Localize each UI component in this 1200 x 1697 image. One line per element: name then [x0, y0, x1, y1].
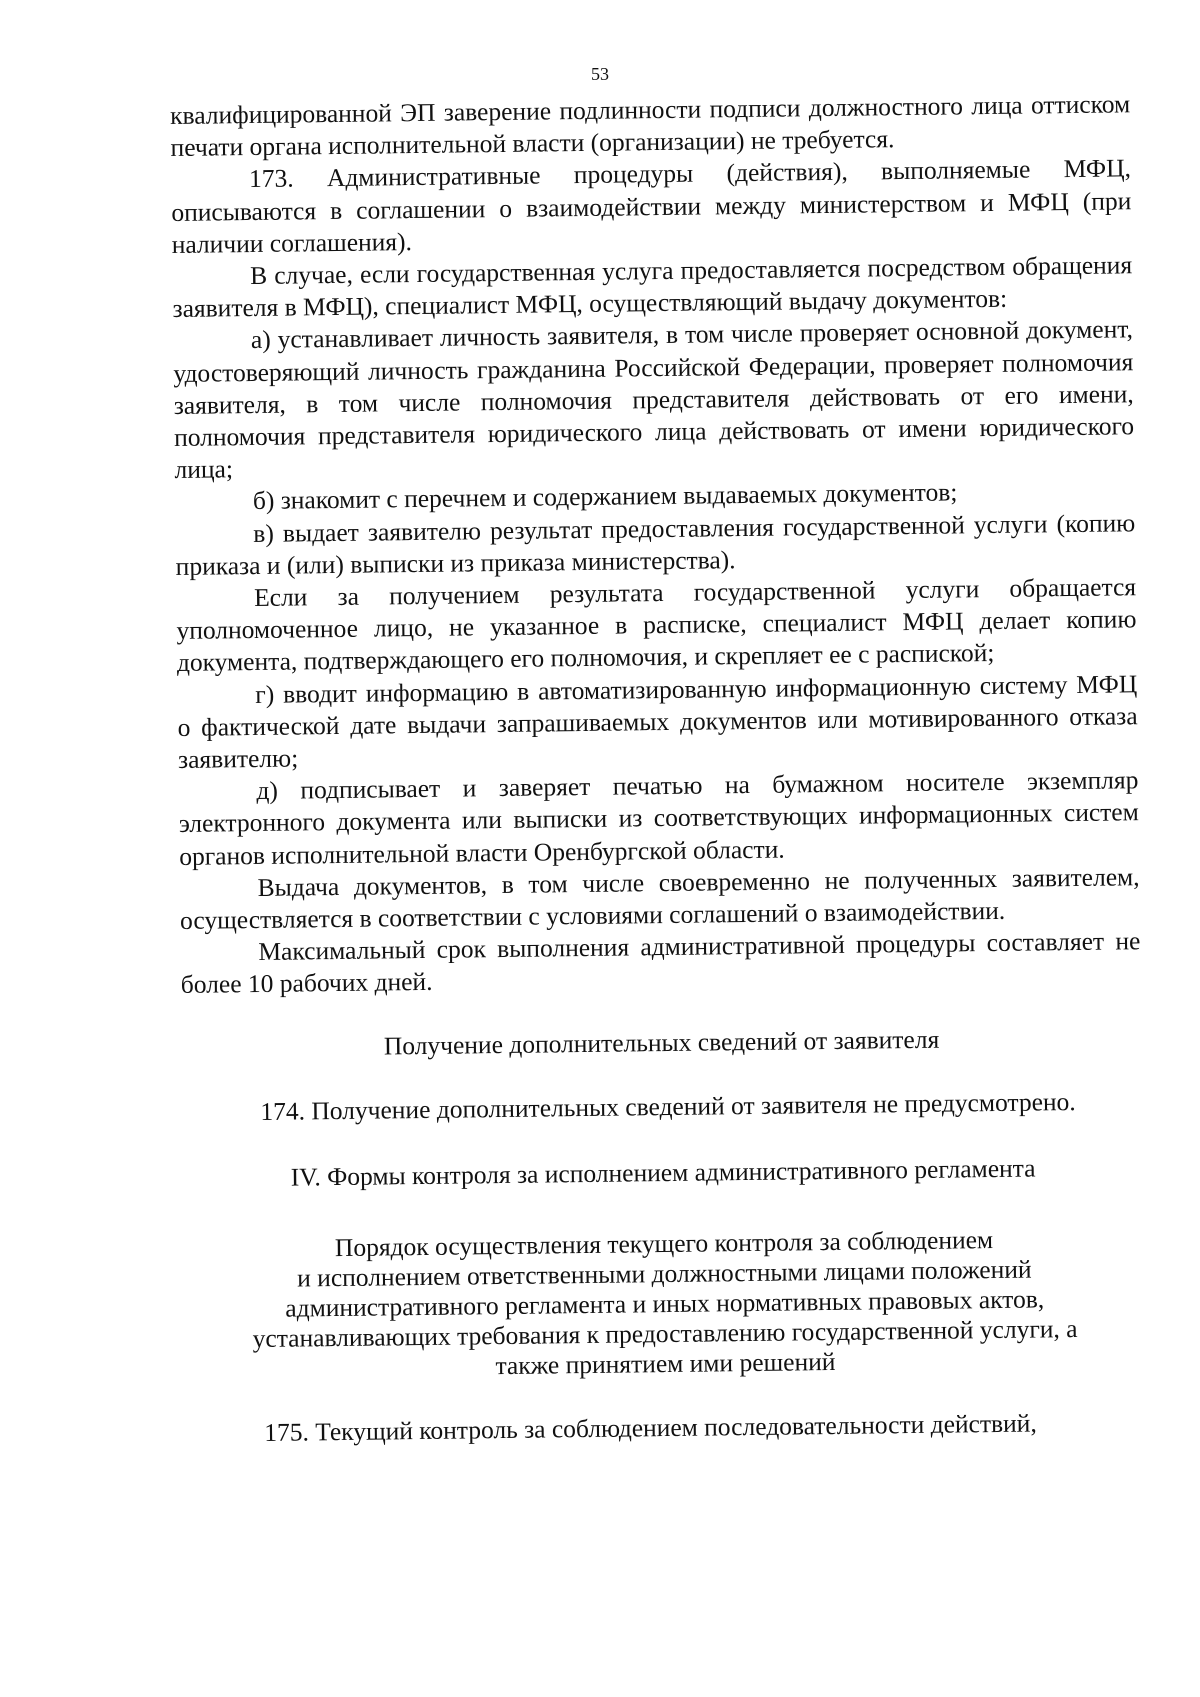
control-heading	[184, 1223, 1146, 1385]
list-item-d: д) подписывает и заверяет печатью на бумажном носителе экземпляр электронного документа или выписки из соответствующих информационных систем органов исполнительной власти Оренбургской области.	[178, 765, 1139, 871]
paragraph-authorized-person: Если за получением результата государственной услуги обращается уполномоченное лицо, не указанное в расписке, специалист МФЦ делает копию документа, подтверждающего его полномочия, и скрепляет ее с распиской;	[176, 572, 1137, 678]
control-heading-line: устанавливающих требования к предоставлению государственной услуги, а	[252, 1314, 1078, 1354]
paragraph-174: 174. Получение дополнительных сведений от заявителя не предусмотрено.	[260, 1086, 1076, 1126]
heading-additional-info: Получение дополнительных сведений от заявителя	[383, 1024, 940, 1061]
list-item-v: в) выдает заявителю результат предоставления государственной услуги (копию приказа и (или) выписки из приказа министерства).	[175, 507, 1136, 581]
control-heading-line: Порядок осуществления текущего контроля за соблюдением	[334, 1225, 994, 1263]
list-item-b: б) знакомит с перечнем и содержанием выдаваемых документов;	[252, 477, 958, 516]
list-item-g: г) вводит информацию в автоматизированную информационную систему МФЦ о фактической дате выдачи запрашиваемых документов или мотивированного отказа заявителю;	[177, 668, 1138, 775]
section-iv-heading: IV. Формы контроля за исполнением административного регламента	[290, 1153, 1036, 1192]
control-heading-line: также принятием ими решений	[495, 1347, 836, 1381]
paragraph-continuation: квалифицированной ЭП заверение подлинности подписи должностного лица оттиском печати органа исполнительной власти (организации) не требуется.	[170, 89, 1131, 163]
page-number: 53	[591, 64, 609, 84]
paragraph-175: 175. Текущий контроль за соблюдением последовательности действий,	[264, 1408, 1037, 1448]
paragraph-173: 173. Административные процедуры (действия), выполняемые МФЦ, описываются в соглашении о взаимодействии между министерством и МФЦ (при наличии соглашения).	[171, 153, 1132, 259]
paragraph-issuance: Выдача документов, в том числе своевременно не полученных заявителем, осуществляется в соответствии с условиями соглашений о взаимодействии.	[179, 862, 1140, 936]
document-body	[170, 88, 1146, 1450]
list-item-a: а) устанавливает личность заявителя, в том числе проверяет основной документ, удостоверяющий личность гражданина Российской Федерации, проверяет полномочия заявителя, в том числе полномочия представителя действовать от его имени, полномочия представителя юридического лица действовать от имени юридического лица;	[173, 314, 1135, 485]
control-heading-line: и исполнением ответственными должностными лицами положений	[297, 1254, 1032, 1293]
paragraph-max-term: Максимальный срок выполнения административной процедуры составляет не более 10 рабочих дней.	[180, 926, 1141, 1000]
control-heading-line: административного регламента и иных нормативных правовых актов,	[285, 1284, 1045, 1323]
paragraph-mfc-case: В случае, если государственная услуга предоставляется посредством обращения заявителя в МФЦ), специалист МФЦ, осуществляющий выдачу документов:	[172, 250, 1133, 324]
